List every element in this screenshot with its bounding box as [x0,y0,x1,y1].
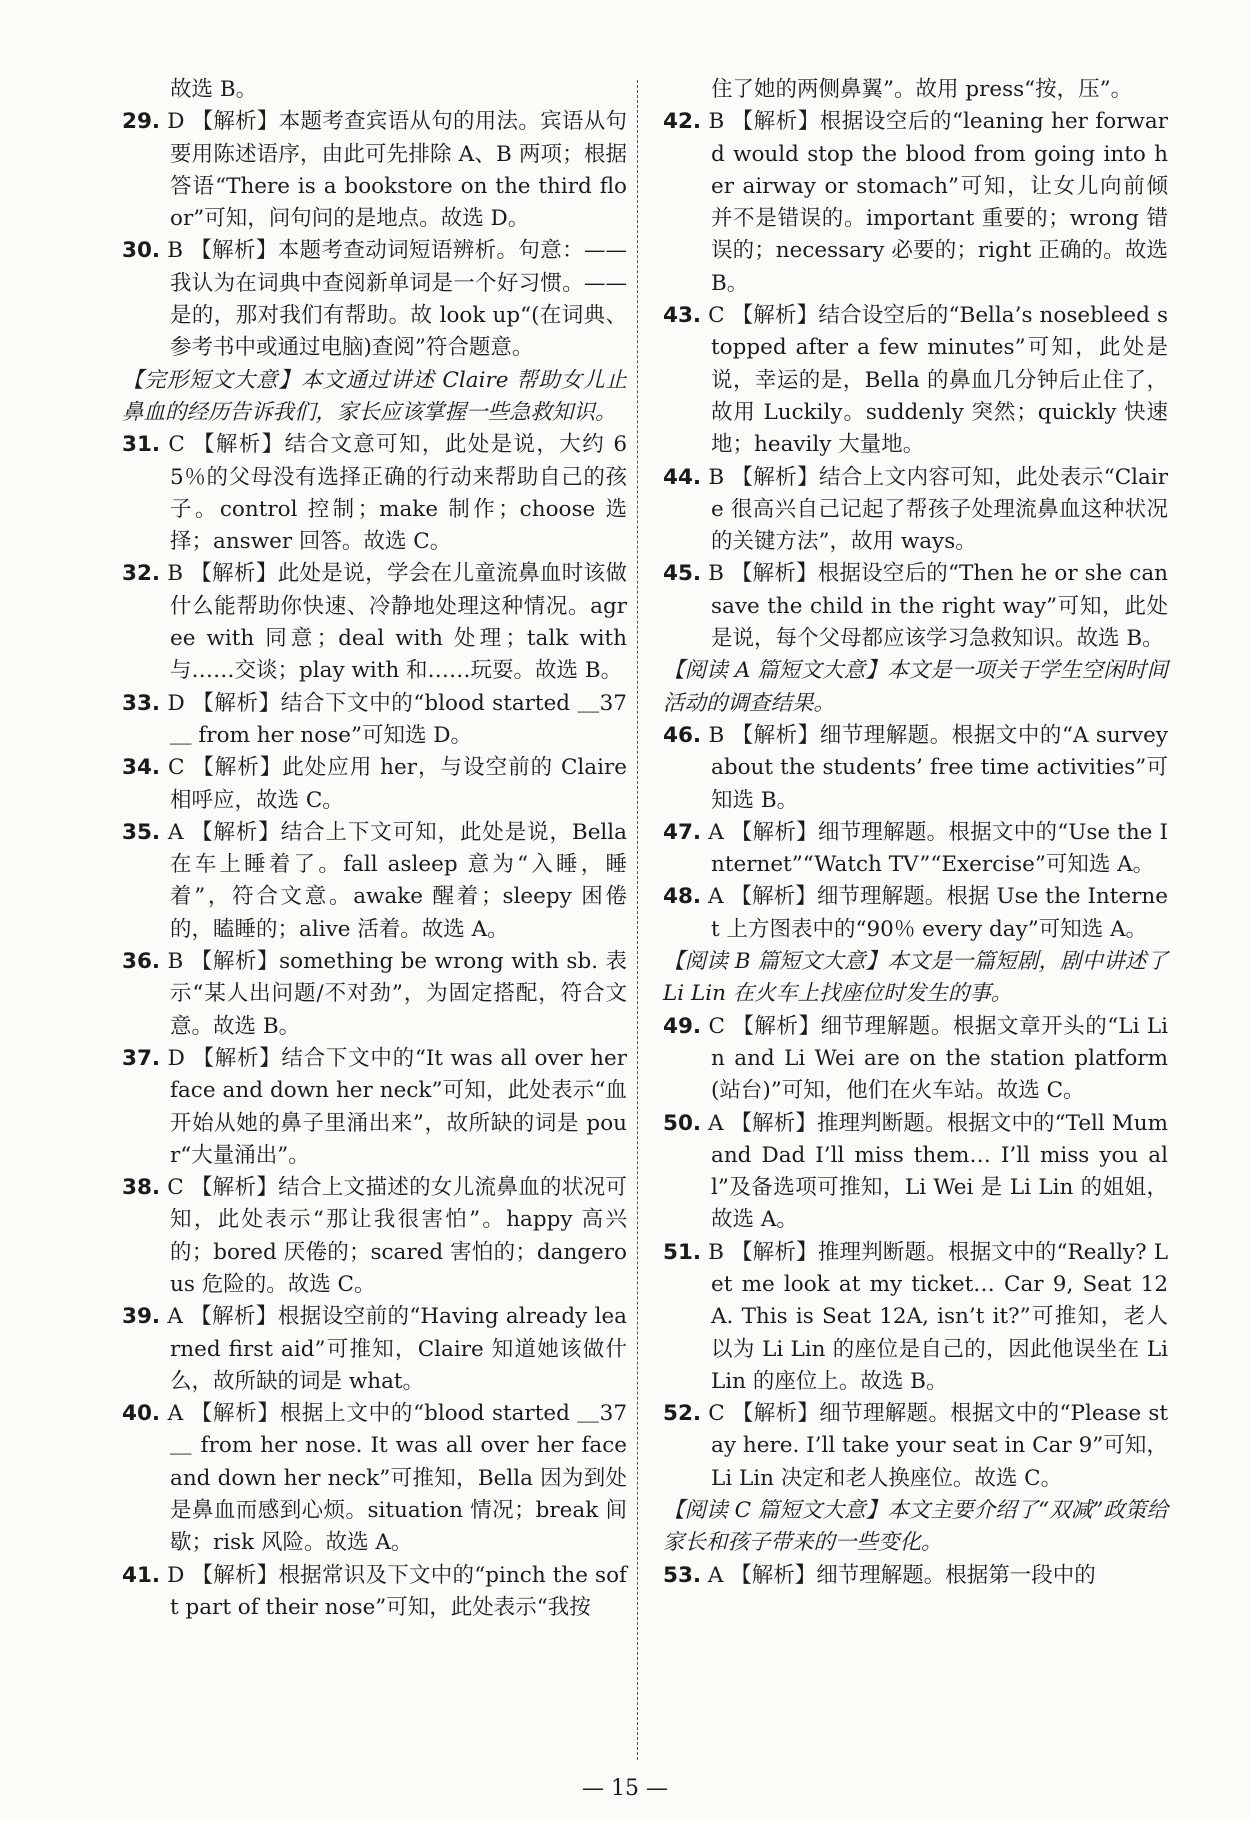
answer-item [122,1301,627,1398]
answer-explanation: A 【解析】细节理解题。根据第一段中的 [701,1562,1096,1588]
question-number: 52. [663,1401,702,1427]
answer-item [663,1560,1168,1592]
answer-item [663,817,1168,882]
answer-explanation: B 【解析】根据设空后的“leaning her forward would stop the blood from going into her airway or stomach”可知，让女儿向前倾并不是错误的。important 重要的；wrong 错误的；necessary 必要的；right 正确的。故选 B。 [701,109,1168,296]
question-number: 30. [122,238,161,264]
answer-item [663,1237,1168,1398]
answer-explanation: C 【解析】细节理解题。根据文中的“Please stay here. I’ll take your seat in Car 9”可知，Li Lin 决定和老人换座位。故选 C。 [701,1401,1168,1491]
answer-item [663,300,1168,461]
question-number: 37. [122,1045,161,1071]
question-number: 42. [663,109,702,135]
answer-explanation: A 【解析】根据设空前的“Having already learned first aid”可推知，Claire 知道她该做什么，故所缺的词是 what。 [160,1304,627,1394]
answer-explanation: A 【解析】细节理解题。根据 Use the Internet 上方图表中的“90％ every day”可知选 A。 [701,884,1168,942]
right-column [663,74,1168,1592]
answer-explanation: A 【解析】细节理解题。根据文中的“Use the Internet”“Watch TV”“Exercise”可知选 A。 [701,819,1168,878]
answer-explanation: B 【解析】此处是说，学会在儿童流鼻血时该做什么能帮助你快速、冷静地处理这种情况。agree with 同意；deal with 处理；talk with 与……交谈；play with 和……玩耍。故选 B。 [160,561,627,684]
question-number: 51. [663,1239,702,1265]
passage-summary: 【阅读 A 篇短文大意】本文是一项关于学生空闲时间活动的调查结果。 [663,658,1168,716]
answer-item [122,106,627,235]
question-number: 45. [663,561,702,587]
answer-explanation: B 【解析】细节理解题。根据文中的“A survey about the students’ free time activities”可知选 B。 [701,722,1168,813]
answer-explanation: C 【解析】细节理解题。根据文章开头的“Li Lin and Li Wei are on the station platform(站台)”可知，他们在火车站。故选 C。 [701,1013,1168,1104]
answer-item [663,558,1168,655]
page-number: — 15 — [582,1776,668,1801]
question-number: 43. [663,303,702,329]
answer-explanation: B 【解析】本题考查动词短语辨析。句意：——我认为在词典中查阅新单词是一个好习惯。——是的，那对我们有帮助。故 look up“(在词典、参考书中或通过电脑)查阅”符合题意。 [160,238,627,361]
answer-item [122,1172,627,1301]
answer-explanation: B 【解析】根据设空后的“Then he or she can save the child in the right way”可知，此处是说，每个父母都应该学习急救知识。故选 B。 [701,561,1168,652]
passage-summary: 【阅读 B 篇短文大意】本文是一篇短剧，剧中讲述了 Li Lin 在火车上找座位时发生的事。 [663,949,1168,1007]
answer-item [122,1398,627,1559]
question-number: 47. [663,819,702,845]
answer-explanation: D 【解析】结合下文中的“It was all over her face and down her neck”可知，此处表示“血开始从她的鼻子里涌出来”，故所缺的词是 pour“大量涌出”。 [160,1045,627,1168]
answer-explanation: C 【解析】结合设空后的“Bella’s nosebleed stopped after a few minutes”可知，此处是说，幸运的是，Bella 的鼻血几分钟后止住了，故用 Luckily。suddenly 突然；quickly 快速地；heavily 大量地。 [701,303,1168,458]
answer-explanation: B 【解析】结合上文内容可知，此处表示“Claire 很高兴自己记起了帮孩子处理流鼻血这种状况的关键方法”，故用 ways。 [701,464,1168,555]
answer-item [663,881,1168,946]
passage-summary: 【阅读 C 篇短文大意】本文主要介绍了“双减”政策给家长和孩子带来的一些变化。 [663,1498,1168,1556]
answer-item [122,946,627,1043]
question-number: 34. [122,755,161,781]
question-number: 46. [663,722,702,748]
answer-item [122,235,627,364]
answer-explanation: C 【解析】结合上文描述的女儿流鼻血的状况可知，此处表示“那让我很害怕”。happy 高兴的；bored 厌倦的；scared 害怕的；dangerous 危险的。故选 C。 [160,1175,627,1297]
answer-explanation: C 【解析】此处应用 her，与设空前的 Claire 相呼应，故选 C。 [160,755,627,813]
answer-explanation: A 【解析】推理判断题。根据文中的“Tell Mum and Dad I’ll miss them… I’ll miss you all”及备选项可推知，Li Wei 是 Li Lin 的姐姐，故选 A。 [701,1110,1168,1233]
question-number: 39. [122,1304,161,1330]
question-number: 35. [122,819,161,845]
question-number: 36. [122,949,161,975]
question-number: 40. [122,1401,161,1427]
question-number: 31. [122,432,161,458]
answer-explanation: C 【解析】结合文意可知，此处是说，大约 65％的父母没有选择正确的行动来帮助自己的孩子。control 控制；make 制作；choose 选择；answer 回答。故选 C。 [160,432,627,555]
question-number: 44. [663,464,702,490]
question-number: 49. [663,1013,702,1039]
question-number: 29. [122,109,161,135]
answer-item [122,817,627,946]
answer-explanation: D 【解析】根据常识及下文中的“pinch the soft part of their nose”可知，此处表示“我按 [160,1562,627,1620]
answer-explanation: A 【解析】根据上文中的“blood started ＿37＿ from her nose. It was all over her face and down her neck”可推知，Bella 因为到处是鼻血而感到心烦。situation 情况；break 间歇；risk 风险。故选 A。 [160,1401,627,1556]
answer-explanation: A 【解析】结合上下文可知，此处是说，Bella 在车上睡着了。fall asleep 意为“入睡，睡着”，符合文意。awake 醒着；sleepy 困倦的，瞌睡的；alive 活着。故选 A。 [160,819,627,942]
answer-item [122,688,627,753]
answer-explanation: B 【解析】推理判断题。根据文中的“Really? Let me look at my ticket… Car 9, Seat 12A. This is Seat 12A, isn’t it?”可推知，老人以为 Li Lin 的座位是自己的，因此他误坐在 Li Lin 的座位上。故选 B。 [701,1239,1168,1394]
continued-text: 故选 B。 [170,77,258,102]
continued-text: 住了她的两侧鼻翼”。故用 press“按，压”。 [711,77,1133,102]
question-number: 48. [663,884,702,910]
left-column [122,74,627,1624]
answer-item [122,558,627,687]
answer-item [663,1398,1168,1495]
passage-summary: 【完形短文大意】本文通过讲述 Claire 帮助女儿止鼻血的经历告诉我们，家长应该掌握一些急救知识。 [122,367,627,425]
answer-explanation: D 【解析】结合下文中的“blood started ＿37＿ from her nose”可知选 D。 [160,690,627,748]
answer-item [663,1108,1168,1237]
question-number: 50. [663,1110,702,1136]
answer-item [122,429,627,558]
answer-item [122,1043,627,1172]
question-number: 38. [122,1175,161,1201]
answer-item [122,752,627,817]
question-number: 32. [122,561,161,587]
answer-item [663,720,1168,817]
answer-item [663,106,1168,300]
question-number: 33. [122,690,161,716]
answer-item [663,462,1168,559]
answer-item [122,1560,627,1625]
answer-explanation: D 【解析】本题考查宾语从句的用法。宾语从句要用陈述语序，由此可先排除 A、B 两项；根据答语“There is a bookstore on the third floor”可知，问句问的是地点。故选 D。 [160,109,627,232]
answer-explanation: B 【解析】something be wrong with sb. 表示“某人出问题/不对劲”，为固定搭配，符合文意。故选 B。 [160,949,627,1039]
answer-item [663,1011,1168,1108]
column-divider [637,80,638,1760]
question-number: 41. [122,1562,161,1588]
question-number: 53. [663,1562,702,1588]
